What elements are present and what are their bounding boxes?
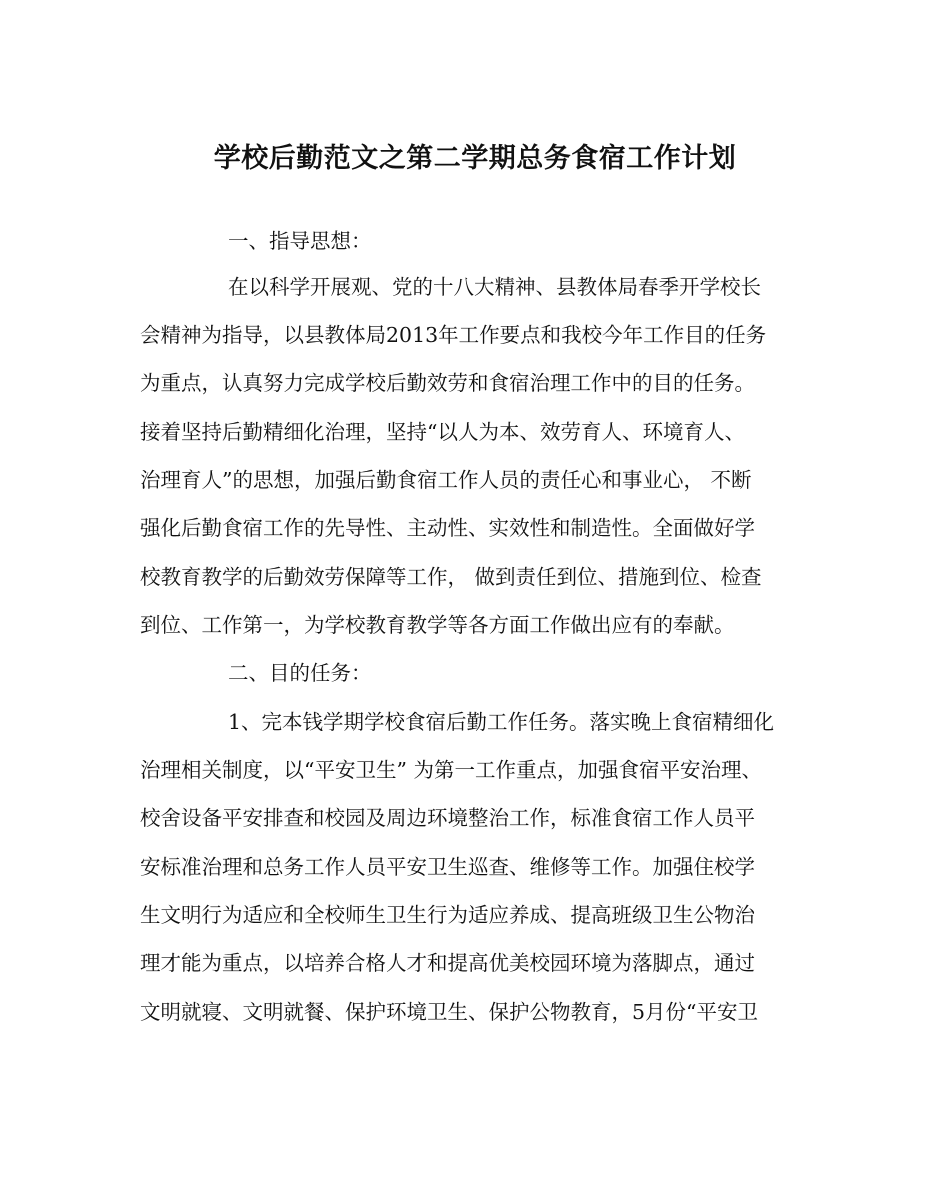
paragraph-line: 校教育教学的后勤效劳保障等工作， 做到责任到位、措施到位、检查: [140, 565, 762, 589]
section-heading-guiding-ideology: 一、指导思想：: [228, 229, 372, 253]
paragraph-line: 1、完本钱学期学校食宿后勤工作任务。落实晚上食宿精细化: [228, 710, 775, 734]
document-title: 学校后勤范文之第二学期总务食宿工作计划: [213, 143, 737, 174]
paragraph-line: 为重点，认真努力完成学校后勤效劳和食宿治理工作中的目的任务。: [140, 371, 755, 395]
paragraph-line: 文明就寝、文明就餐、保护环境卫生、保护公物教育，5月份“平安卫: [140, 1000, 759, 1024]
section-heading-objectives: 二、目的任务：: [228, 661, 372, 685]
paragraph-line: 到位、工作第一，为学校教育教学等各方面工作做出应有的奉献。: [140, 613, 735, 637]
paragraph-line: 接着坚持后勤精细化治理，坚持“以人为本、效劳育人、环境育人、: [140, 420, 745, 444]
paragraph-line: 安标准治理和总务工作人员平安卫生巡查、维修等工作。加强住校学: [140, 855, 755, 879]
paragraph-line: 在以科学开展观、党的十八大精神、县教体局春季开学校长: [228, 275, 761, 299]
paragraph-line: 理才能为重点，以培养合格人才和提高优美校园环境为落脚点，通过: [140, 951, 755, 975]
paragraph-line: 生文明行为适应和全校师生卫生行为适应养成、提高班级卫生公物治: [140, 903, 755, 927]
paragraph-line: 会精神为指导，以县教体局2013年工作要点和我校今年工作目的任务: [140, 323, 767, 347]
paragraph-line: 治理相关制度，以“平安卫生” 为第一工作重点，加强食宿平安治理、: [140, 758, 762, 782]
paragraph-line: 治理育人”的思想，加强后勤食宿工作人员的责任心和事业心， 不断: [140, 468, 752, 492]
paragraph-line: 强化后勤食宿工作的先导性、主动性、实效性和制造性。全面做好学: [140, 516, 755, 540]
paragraph-line: 校舍设备平安排查和校园及周边环境整治工作，标准食宿工作人员平: [140, 806, 755, 830]
